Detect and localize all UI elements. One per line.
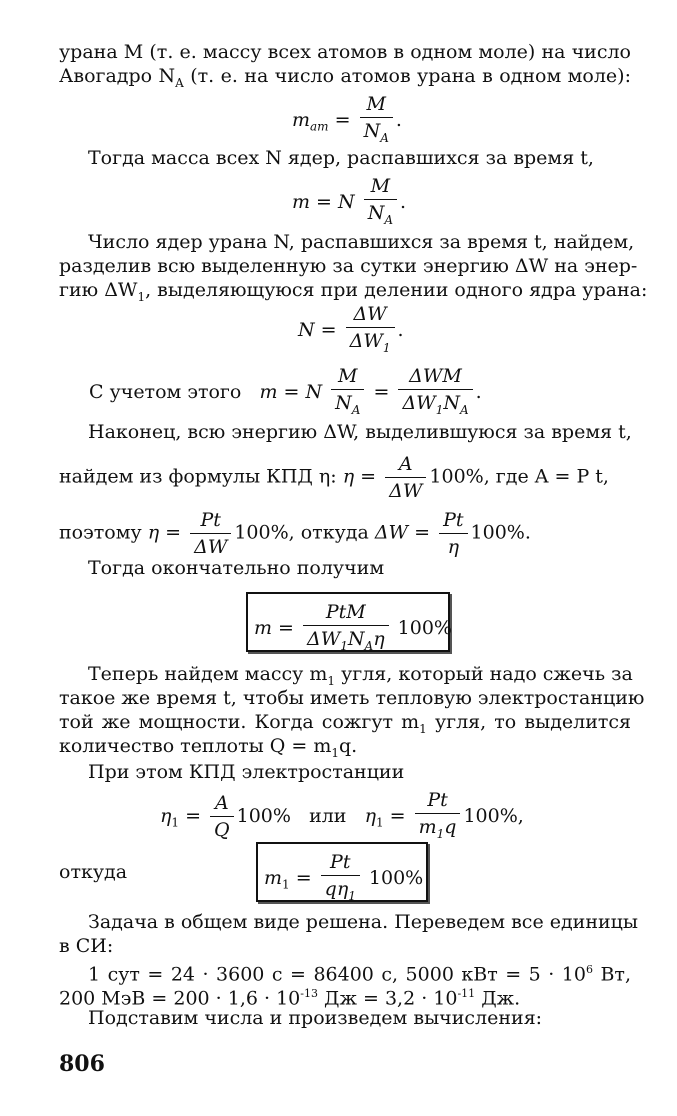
paragraph-1-line-2: Авогадро $N_A$ (т. е. на число атомов урана в одном моле):	[59, 65, 631, 90]
paragraph-15: Подставим числа и произведем вычисления:	[88, 1007, 543, 1029]
paragraph-9-line-2: такое же время t, чтобы иметь тепловую электростанцию	[59, 687, 645, 709]
paragraph-10: При этом КПД электростанции	[88, 761, 405, 783]
paragraph-3-line-3: гию $\Delta W_1$, выделяющуюся при делении одного ядра урана:	[59, 279, 648, 304]
formula-mass-combined: С учетом этого m = N $\frac{M}{N_A}$ = $\frac{\text{ΔWM}}{\Delta W_1N_A}$ .	[89, 364, 482, 422]
formula-efficiency-expanded: поэтому η = $\frac{Pt}{\Delta W}$ 100%, откуда ΔW = $\frac{Pt}{\eta}$ 100%.	[59, 509, 531, 558]
paragraph-5: Наконец, всю энергию ΔW, выделившуюся за время t,	[88, 421, 632, 443]
formula-atom-mass: $m_{ат}$ = $\frac{M}{N_A}$ .	[292, 92, 402, 150]
paragraph-12: откуда	[59, 861, 128, 883]
paragraph-3-line-2: разделив всю выделенную за сутки энергию ΔW на энер-	[59, 255, 638, 277]
page-number: 806	[59, 1051, 105, 1077]
boxed-formula-uranium-mass	[246, 592, 450, 652]
paragraph-1-line-1: урана M (т. е. массу всех атомов в одном моле) на число	[59, 41, 631, 63]
paragraph-9-line-3: той же мощности. Когда сожгут $m_1$ угля, то выделится	[59, 711, 632, 736]
formula-nuclei-count: N = $\frac{\Delta W}{\Delta W_1}$ .	[298, 302, 404, 360]
boxed-formula-2-content: $m_1$ = $\frac{Pt}{q\eta_1}$ 100%	[264, 850, 423, 908]
formula-efficiency: найдем из формулы КПД η: η = $\frac{A}{\Delta W}$ 100%, где A = P t,	[59, 453, 609, 502]
paragraph-13-line-2: в СИ:	[59, 935, 114, 957]
paragraph-9-line-1: Теперь найдем массу $m_1$ угля, который надо сжечь за	[88, 663, 633, 688]
paragraph-14-line-1: 1 сут = 24 · 3600 с = 86400 с, 5000 кВт = $5 \cdot 10^6$ Вт,	[88, 963, 631, 986]
formula-total-mass: m = N $\frac{M}{N_A}$ .	[292, 174, 406, 232]
paragraph-14-line-2: 200 МэВ = $200 \cdot 1,6 \cdot 10^{-13}$ Дж = $3,2 \cdot 10^{-11}$ Дж.	[59, 987, 521, 1010]
formula-plant-efficiency: $\eta_1$ = $\frac{A}{Q}$ 100% или $\eta_1$ = $\frac{Pt}{m_1q}$ 100%,	[160, 788, 524, 846]
boxed-formula-1-content: m = $\frac{\text{PtM}}{\Delta W_1N_A\eta}$ 100%	[254, 600, 452, 658]
paragraph-9-line-4: количество теплоты $Q = m_1q$.	[59, 735, 358, 760]
paragraph-3-line-1: Число ядер урана N, распавшихся за время t, найдем,	[88, 231, 635, 253]
paragraph-2: Тогда масса всех N ядер, распавшихся за время t,	[88, 147, 594, 169]
boxed-formula-coal-mass	[256, 842, 428, 902]
paragraph-13-line-1: Задача в общем виде решена. Переведем все единицы	[88, 911, 639, 933]
paragraph-8: Тогда окончательно получим	[88, 557, 385, 579]
